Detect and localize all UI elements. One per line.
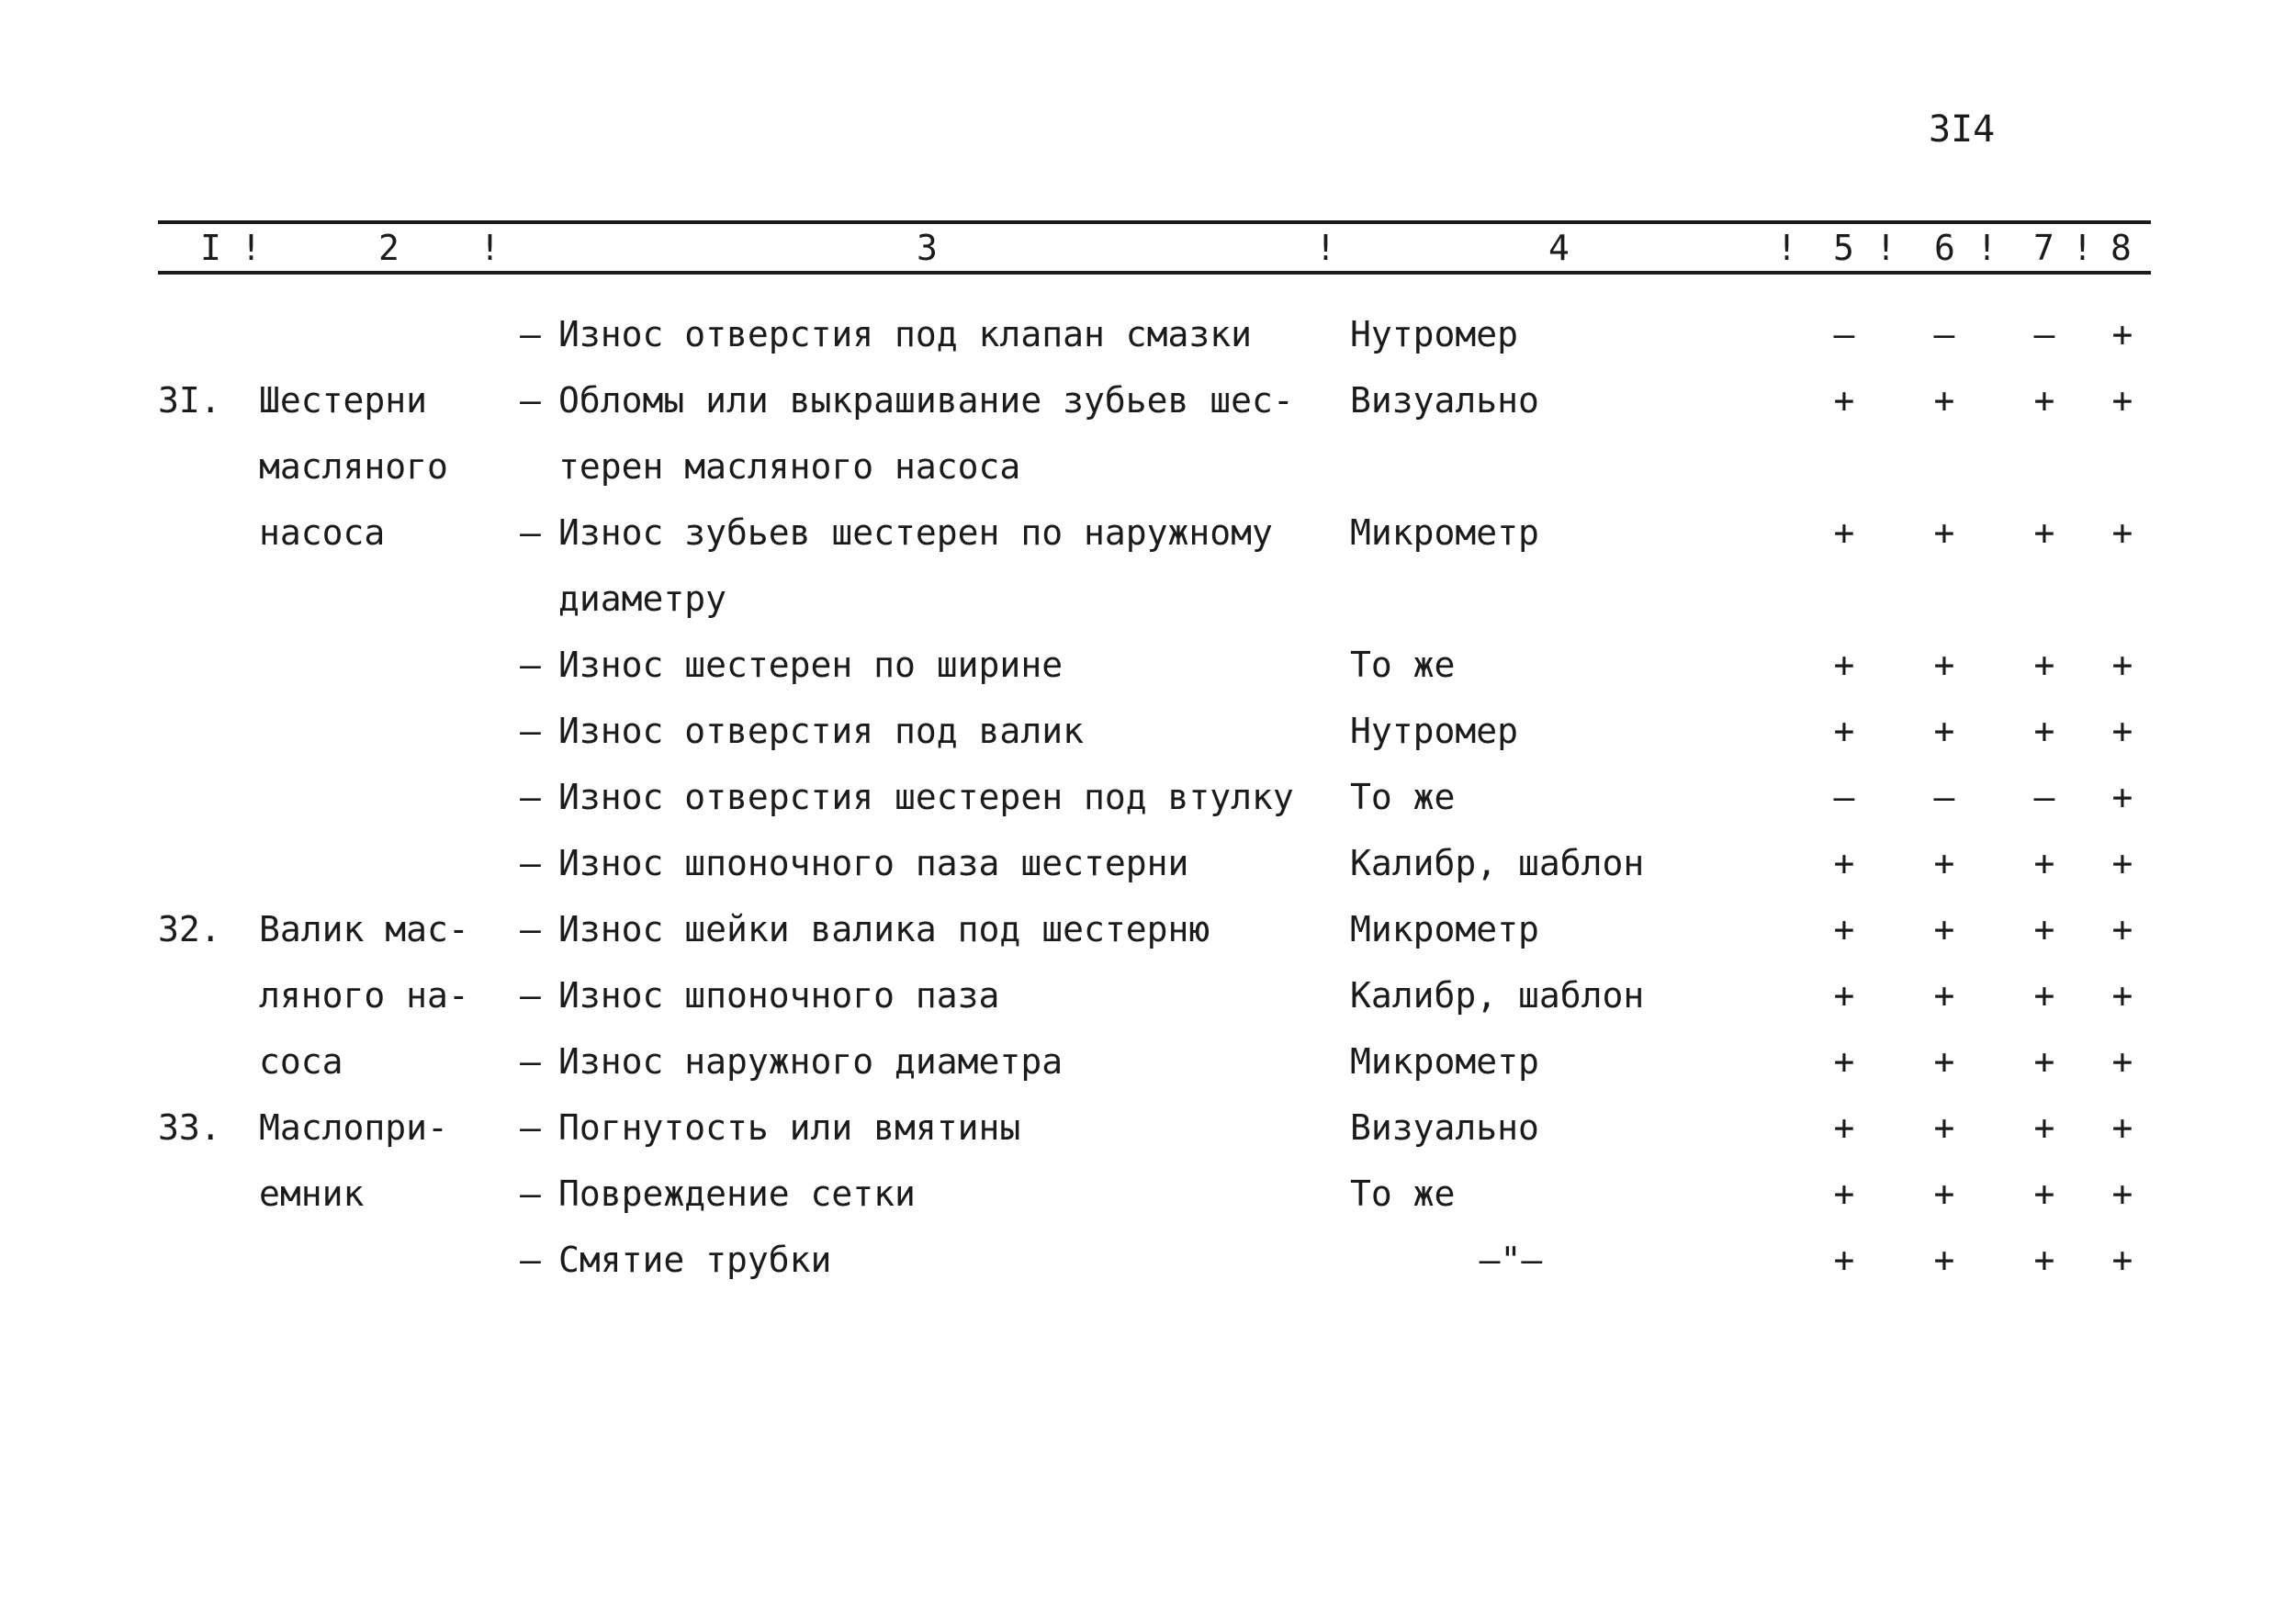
header-separator: ! [2072, 228, 2093, 268]
defect-description: Погнутость или вмятины [558, 1107, 1021, 1148]
mark-col-5: + [1833, 1173, 1855, 1214]
mark-col-5: + [1833, 1107, 1855, 1148]
mark-col-6: + [1933, 512, 1955, 553]
table-row [0, 433, 2296, 500]
mark-col-7: + [2033, 711, 2055, 751]
row-dash: – [520, 843, 541, 883]
row-dash: – [520, 1173, 541, 1214]
header-separator: ! [241, 228, 262, 268]
mark-col-5: + [1833, 380, 1855, 421]
mark-col-8: + [2111, 843, 2133, 883]
row-dash: – [520, 711, 541, 751]
row-dash: – [520, 975, 541, 1016]
table-row [0, 566, 2296, 632]
mark-col-5: – [1833, 777, 1855, 817]
defect-description: Износ шестерен по ширине [558, 645, 1064, 685]
mark-col-6: + [1933, 843, 1955, 883]
mark-col-8: + [2111, 645, 2133, 685]
mark-col-8: + [2111, 711, 2133, 751]
mark-col-8: + [2111, 314, 2133, 354]
defect-description: Износ шейки валика под шестерню [558, 909, 1210, 949]
table-row [0, 830, 2296, 896]
inspection-method: Визуально [1350, 380, 1539, 421]
inspection-method: То же [1350, 777, 1456, 817]
table-row [0, 500, 2296, 566]
header-col-1: I [200, 228, 221, 268]
table-row [0, 698, 2296, 764]
header-rule-bottom [158, 271, 2151, 275]
defect-description: Повреждение сетки [558, 1173, 916, 1214]
mark-col-5: + [1833, 843, 1855, 883]
part-name: соса [259, 1041, 343, 1082]
mark-col-5: + [1833, 1041, 1855, 1082]
inspection-method: То же [1350, 645, 1456, 685]
inspection-method: Микрометр [1350, 909, 1539, 949]
defect-description: Смятие трубки [558, 1240, 832, 1280]
part-name: масляного [259, 446, 448, 487]
row-number: 32. [158, 909, 221, 949]
mark-col-7: + [2033, 843, 2055, 883]
mark-col-6: + [1933, 645, 1955, 685]
part-name: Шестерни [259, 380, 428, 421]
defect-description: Износ отверстия под валик [558, 711, 1084, 751]
defect-description: Износ наружного диаметра [558, 1041, 1064, 1082]
part-name: ляного на- [259, 975, 469, 1016]
mark-col-8: + [2111, 975, 2133, 1016]
mark-col-8: + [2111, 909, 2133, 949]
header-col-3: 3 [917, 228, 938, 268]
inspection-method: Микрометр [1350, 512, 1539, 553]
table-row [0, 632, 2296, 698]
mark-col-5: + [1833, 1240, 1855, 1280]
header-separator: ! [1976, 228, 1998, 268]
header-separator: ! [479, 228, 501, 268]
defect-description: диаметру [558, 578, 727, 619]
table-row [0, 962, 2296, 1028]
row-dash: – [520, 314, 541, 354]
mark-col-5: + [1833, 975, 1855, 1016]
mark-col-6: – [1933, 314, 1955, 354]
table-row [0, 1227, 2296, 1293]
table-row [0, 896, 2296, 962]
mark-col-6: + [1933, 711, 1955, 751]
mark-col-6: – [1933, 777, 1955, 817]
inspection-method: То же [1350, 1173, 1456, 1214]
mark-col-5: + [1833, 909, 1855, 949]
row-number: 3I. [158, 380, 221, 421]
header-col-2: 2 [378, 228, 400, 268]
mark-col-6: + [1933, 975, 1955, 1016]
header-col-8: 8 [2110, 228, 2132, 268]
mark-col-5: + [1833, 512, 1855, 553]
mark-col-7: + [2033, 1173, 2055, 1214]
mark-col-5: + [1833, 645, 1855, 685]
mark-col-6: + [1933, 1173, 1955, 1214]
header-rule-top [158, 220, 2151, 224]
header-col-7: 7 [2033, 228, 2054, 268]
row-dash: – [520, 1240, 541, 1280]
inspection-method: –"– [1479, 1240, 1543, 1280]
row-dash: – [520, 777, 541, 817]
table-row [0, 1095, 2296, 1161]
inspection-method: Калибр, шаблон [1350, 843, 1645, 883]
row-dash: – [520, 1107, 541, 1148]
defect-description: Износ отверстия под клапан смазки [558, 314, 1252, 354]
row-dash: – [520, 380, 541, 421]
inspection-method: Калибр, шаблон [1350, 975, 1645, 1016]
mark-col-5: + [1833, 711, 1855, 751]
defect-description: Износ шпоночного паза шестерни [558, 843, 1189, 883]
mark-col-6: + [1933, 909, 1955, 949]
table-row [0, 764, 2296, 830]
defect-description: Износ шпоночного паза [558, 975, 1000, 1016]
header-col-5: 5 [1833, 228, 1854, 268]
header-separator: ! [1315, 228, 1336, 268]
mark-col-7: + [2033, 512, 2055, 553]
mark-col-8: + [2111, 1107, 2133, 1148]
part-name: Валик мас- [259, 909, 469, 949]
mark-col-7: + [2033, 1041, 2055, 1082]
mark-col-7: + [2033, 975, 2055, 1016]
inspection-method: Визуально [1350, 1107, 1539, 1148]
header-separator: ! [1776, 228, 1797, 268]
table-row [0, 301, 2296, 367]
part-name: насоса [259, 512, 386, 553]
defect-description: Обломы или выкрашивание зубьев шес- [558, 380, 1294, 421]
header-separator: ! [1875, 228, 1896, 268]
mark-col-5: – [1833, 314, 1855, 354]
mark-col-8: + [2111, 1041, 2133, 1082]
row-dash: – [520, 1041, 541, 1082]
mark-col-7: – [2033, 314, 2055, 354]
header-col-4: 4 [1548, 228, 1570, 268]
inspection-method: Микрометр [1350, 1041, 1539, 1082]
row-number: 33. [158, 1107, 221, 1148]
mark-col-7: – [2033, 777, 2055, 817]
table-row [0, 367, 2296, 433]
inspection-method: Нутромер [1350, 314, 1519, 354]
mark-col-7: + [2033, 380, 2055, 421]
mark-col-6: + [1933, 1041, 1955, 1082]
mark-col-6: + [1933, 380, 1955, 421]
defect-description: терен масляного насоса [558, 446, 1021, 487]
defect-description: Износ зубьев шестерен по наружному [558, 512, 1273, 553]
mark-col-7: + [2033, 645, 2055, 685]
page-number: 3I4 [1929, 108, 1996, 151]
table-row [0, 1028, 2296, 1095]
part-name: емник [259, 1173, 365, 1214]
part-name: Маслопри- [259, 1107, 448, 1148]
mark-col-8: + [2111, 1240, 2133, 1280]
mark-col-8: + [2111, 1173, 2133, 1214]
row-dash: – [520, 512, 541, 553]
inspection-method: Нутромер [1350, 711, 1519, 751]
mark-col-8: + [2111, 512, 2133, 553]
mark-col-7: + [2033, 1240, 2055, 1280]
mark-col-8: + [2111, 777, 2133, 817]
mark-col-6: + [1933, 1240, 1955, 1280]
mark-col-7: + [2033, 909, 2055, 949]
mark-col-6: + [1933, 1107, 1955, 1148]
row-dash: – [520, 909, 541, 949]
row-dash: – [520, 645, 541, 685]
mark-col-7: + [2033, 1107, 2055, 1148]
header-col-6: 6 [1934, 228, 1955, 268]
defect-description: Износ отверстия шестерен под втулку [558, 777, 1294, 817]
mark-col-8: + [2111, 380, 2133, 421]
table-row [0, 1161, 2296, 1227]
